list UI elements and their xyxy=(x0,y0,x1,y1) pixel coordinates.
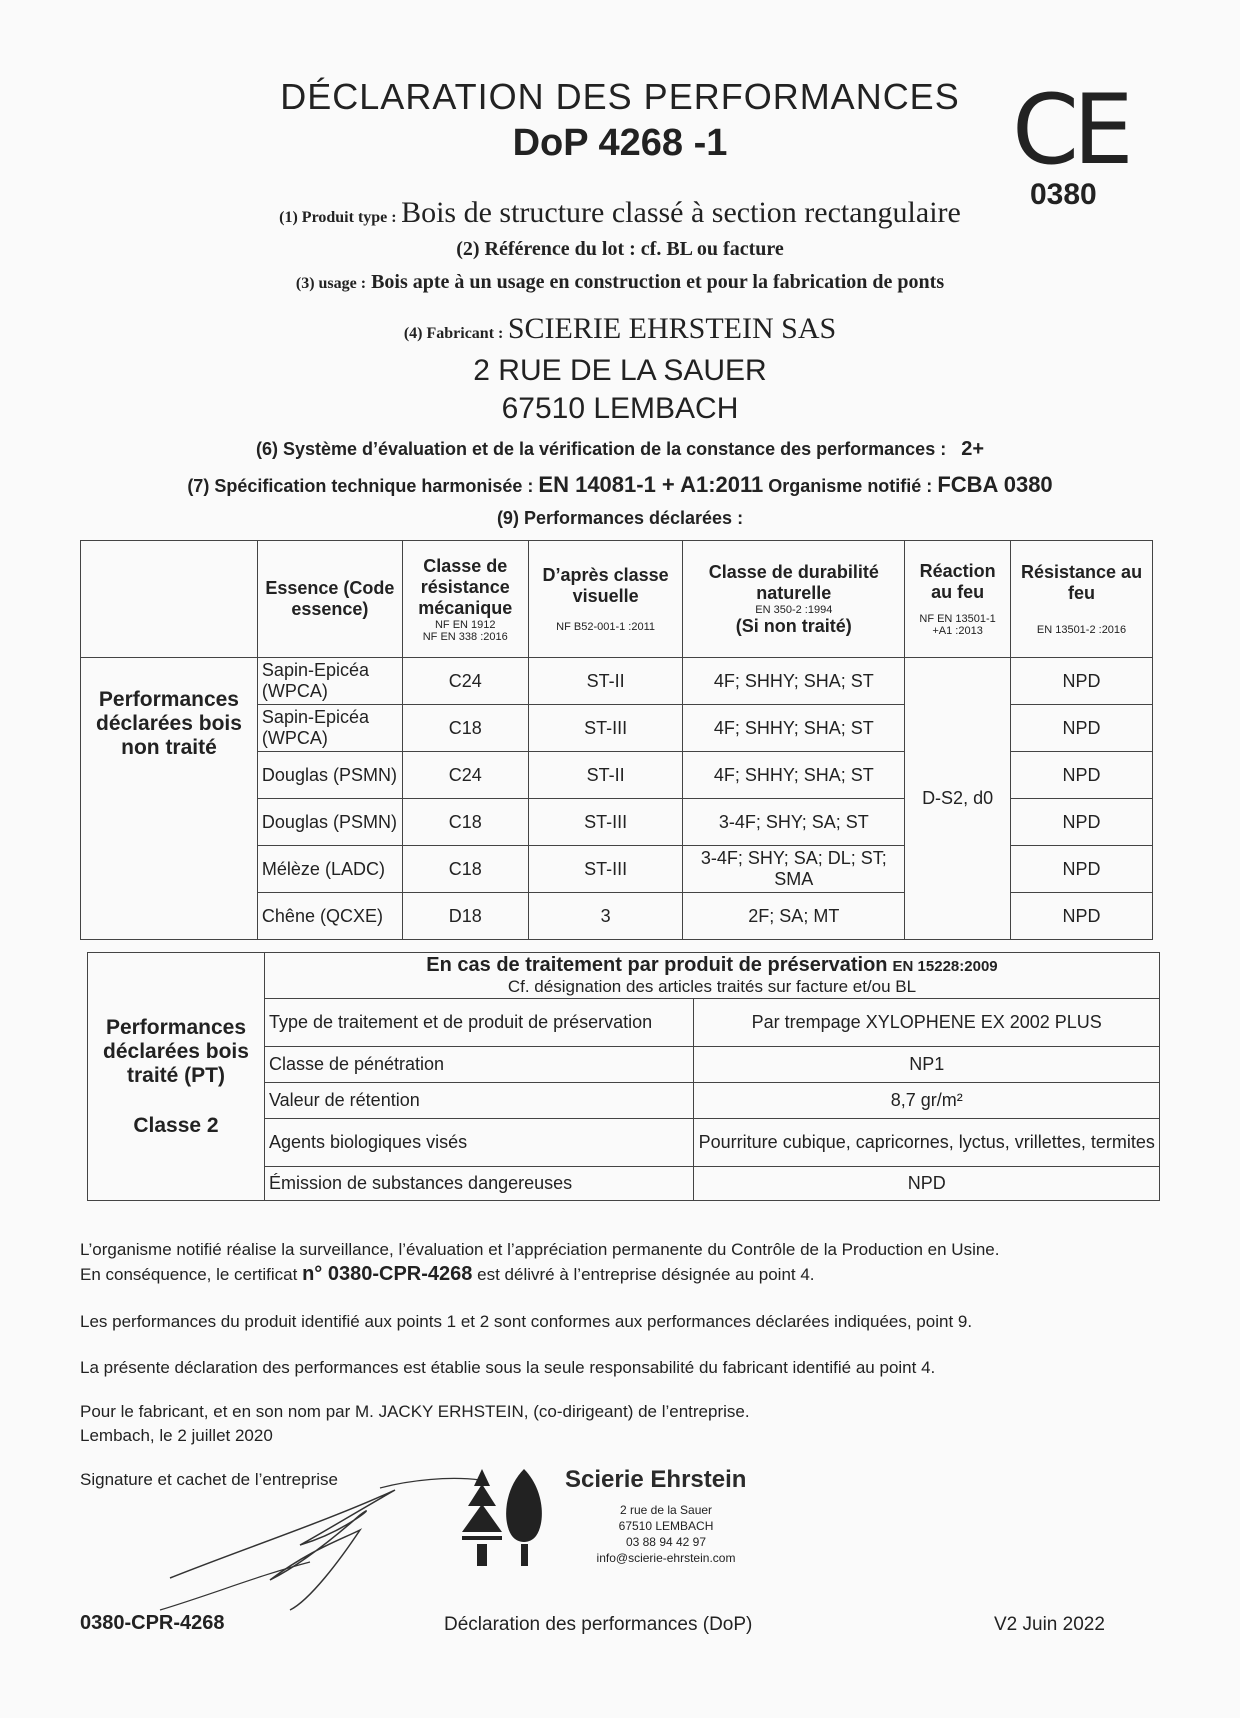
treatment-title xyxy=(264,953,1159,999)
row-resistance: NPD xyxy=(1011,705,1153,752)
technical-spec xyxy=(0,472,1240,498)
header-visuelle-text: D’après classe visuelle xyxy=(542,565,669,606)
header-classe xyxy=(402,541,528,658)
paragraph-surveillance xyxy=(80,1238,1180,1287)
row-classe: C18 xyxy=(402,846,528,893)
row-visuelle: ST-III xyxy=(528,799,683,846)
header-durabilite-text: Classe de durabilité naturelle xyxy=(708,561,879,603)
row-resistance: NPD xyxy=(1011,893,1153,940)
stamp-info xyxy=(566,1502,766,1566)
row-essence: Douglas (PSMN) xyxy=(257,752,402,799)
row-durabilite: 4F; SHHY; SHA; ST xyxy=(683,705,905,752)
stamp-line2: 67510 LEMBACH xyxy=(618,1519,714,1533)
usage-line xyxy=(0,271,1240,294)
row-classe: C24 xyxy=(402,658,528,705)
untreated-side-label: Performances déclarées bois non traité xyxy=(81,658,258,940)
row-classe: D18 xyxy=(402,893,528,940)
performance-table-untreated xyxy=(80,540,1153,940)
header-reaction-text: Réaction au feu xyxy=(919,561,996,602)
row-durabilite: 3-4F; SHY; SA; DL; ST; SMA xyxy=(683,846,905,893)
header-durabilite-ref: EN 350-2 :1994 xyxy=(755,603,833,616)
footer-title: Déclaration des performances (DoP) xyxy=(444,1614,753,1635)
treatment-subtitle: Cf. désignation des articles traités sur facture et/ou BL xyxy=(507,977,917,996)
cert-post: est délivré à l’entreprise désignée au point 4. xyxy=(477,1265,815,1284)
table-header-row xyxy=(81,541,1153,658)
performance-title: (9) Performances déclarées : xyxy=(496,508,744,528)
header-durabilite-note: (Si non traité) xyxy=(735,615,852,636)
treatment-title-row xyxy=(88,953,1160,999)
row-visuelle: ST-II xyxy=(528,752,683,799)
row-visuelle: 3 xyxy=(528,893,683,940)
treatment-row-label: Type de traitement et de produit de préservation xyxy=(264,999,694,1047)
table-empty-corner xyxy=(81,541,258,658)
treatment-row-value: Pourriture cubique, capricornes, lyctus, vrillettes, termites xyxy=(694,1119,1160,1167)
header-resistance-text: Résistance au feu xyxy=(1021,562,1143,603)
notified-label: Organisme notifié : xyxy=(768,476,933,496)
row-durabilite: 3-4F; SHY; SA; ST xyxy=(683,799,905,846)
stamp-line4: info@scierie-ehrstein.com xyxy=(596,1551,736,1565)
ce-mark-logo: CE xyxy=(1012,74,1128,186)
treatment-row-label: Agents biologiques visés xyxy=(264,1119,694,1167)
paragraph-responsibility: La présente déclaration des performances est établie sous la seule responsabilité du fabricant identifié au point 4. xyxy=(80,1358,936,1377)
tree-logo-icon xyxy=(452,1464,552,1566)
usage-value: Bois apte à un usage en construction et pour la fabrication de ponts xyxy=(371,271,945,293)
treatment-row-value: 8,7 gr/m² xyxy=(694,1083,1160,1119)
signatory-line: Pour le fabricant, et en son nom par M. JACKY ERHSTEIN, (co-dirigeant) de l’entreprise. xyxy=(80,1402,750,1421)
stamp-company-name: Scierie Ehrstein xyxy=(565,1466,747,1493)
notified-value: FCBA 0380 xyxy=(937,472,1053,497)
cert-number: n° 0380-CPR-4268 xyxy=(302,1263,473,1285)
manufacturer-label: (4) Fabricant : xyxy=(403,325,504,342)
ce-notified-number: 0380 xyxy=(1030,178,1097,211)
row-essence: Chêne (QCXE) xyxy=(257,893,402,940)
stamp-line1: 2 rue de la Sauer xyxy=(619,1503,713,1517)
header-reaction-ref: NF EN 13501-1 +A1 :2013 xyxy=(919,613,996,637)
treatment-row-value: Par trempage XYLOPHENE EX 2002 PLUS xyxy=(694,999,1160,1047)
treated-side-label xyxy=(88,953,265,1201)
manufacturer-address-1: 2 RUE DE LA SAUER xyxy=(473,354,767,387)
treatment-title-text: En cas de traitement par produit de préservation xyxy=(426,954,888,976)
dop-number: DoP 4268 -1 xyxy=(512,122,728,164)
row-visuelle: ST-III xyxy=(528,705,683,752)
row-essence: Douglas (PSMN) xyxy=(257,799,402,846)
footer-version: V2 Juin 2022 xyxy=(994,1614,1105,1635)
row-resistance: NPD xyxy=(1011,799,1153,846)
header-essence xyxy=(257,541,402,658)
treatment-row-label: Classe de pénétration xyxy=(264,1047,694,1083)
header-classe-ref1: NF EN 1912 xyxy=(434,618,496,631)
row-resistance: NPD xyxy=(1011,658,1153,705)
system-label: (6) Système d’évaluation et de la vérification de la constance des performances : xyxy=(255,439,947,459)
header-durabilite xyxy=(683,541,905,658)
date-line: Lembach, le 2 juillet 2020 xyxy=(80,1426,273,1445)
header-classe-ref2: NF EN 338 :2016 xyxy=(422,630,508,643)
row-classe: C24 xyxy=(402,752,528,799)
row-durabilite: 2F; SA; MT xyxy=(683,893,905,940)
row-essence: Sapin-Epicéa (WPCA) xyxy=(257,705,402,752)
performance-table-treated xyxy=(87,952,1160,1201)
row-durabilite: 4F; SHHY; SHA; ST xyxy=(683,752,905,799)
treatment-row-label: Émission de substances dangereuses xyxy=(264,1167,694,1201)
treatment-row-value: NP1 xyxy=(694,1047,1160,1083)
header-visuelle-ref: NF B52-001-1 :2011 xyxy=(556,621,656,633)
row-visuelle: ST-III xyxy=(528,846,683,893)
manufacturer-address-2: 67510 LEMBACH xyxy=(501,392,739,425)
manufacturer-name: SCIERIE EHRSTEIN SAS xyxy=(507,312,837,345)
product-value: Bois de structure classé à section rectangulaire xyxy=(401,196,961,229)
row-essence: Mélèze (LADC) xyxy=(257,846,402,893)
assessment-system xyxy=(0,438,1240,461)
manufacturer-line xyxy=(0,312,1240,346)
spec-label: (7) Spécification technique harmonisée : xyxy=(187,476,534,496)
system-value: 2+ xyxy=(961,438,985,460)
table-row xyxy=(81,658,1153,705)
paragraph-surveillance-line1: L’organisme notifié réalise la surveillance, l’évaluation et l’appréciation permanente du Contrôle de la Production en Usine. xyxy=(80,1240,1000,1259)
spec-value: EN 14081-1 + A1:2011 xyxy=(538,472,764,497)
stamp-line3: 03 88 94 42 97 xyxy=(625,1535,707,1549)
treated-side-text: Performances déclarées bois traité (PT) xyxy=(103,1015,249,1087)
header-classe-text: Classe de résistance mécanique xyxy=(418,555,513,618)
treatment-row-label: Valeur de rétention xyxy=(264,1083,694,1119)
reaction-value: D-S2, d0 xyxy=(905,658,1011,940)
row-visuelle: ST-II xyxy=(528,658,683,705)
cert-pre: En conséquence, le certificat xyxy=(80,1265,298,1284)
header-resistance xyxy=(1011,541,1153,658)
product-line xyxy=(0,196,1240,230)
header-visuelle xyxy=(528,541,683,658)
header-reaction xyxy=(905,541,1011,658)
footer-certificate: 0380-CPR-4268 xyxy=(80,1612,225,1634)
paragraph-signatory xyxy=(80,1400,1180,1448)
usage-label: (3) usage : xyxy=(295,275,367,292)
row-classe: C18 xyxy=(402,705,528,752)
row-resistance: NPD xyxy=(1011,752,1153,799)
document-title: DÉCLARATION DES PERFORMANCES xyxy=(280,76,960,117)
treatment-title-ref: EN 15228:2009 xyxy=(892,958,998,975)
row-classe: C18 xyxy=(402,799,528,846)
row-resistance: NPD xyxy=(1011,846,1153,893)
lot-reference: (2) Référence du lot : cf. BL ou facture xyxy=(456,238,784,260)
header-resistance-ref: EN 13501-2 :2016 xyxy=(1036,624,1127,636)
row-essence: Sapin-Epicéa (WPCA) xyxy=(257,658,402,705)
handwritten-signature xyxy=(150,1470,490,1620)
treated-class: Classe 2 xyxy=(133,1113,219,1137)
treatment-row-value: NPD xyxy=(694,1167,1160,1201)
paragraph-conformity: Les performances du produit identifié aux points 1 et 2 sont conformes aux performances déclarées indiquées, point 9. xyxy=(80,1312,973,1331)
row-durabilite: 4F; SHHY; SHA; ST xyxy=(683,658,905,705)
paragraph-surveillance-line2 xyxy=(80,1262,1180,1287)
header-essence-text: Essence (Code essence) xyxy=(265,578,395,619)
product-label: (1) Produit type : xyxy=(279,209,397,226)
signature-label: Signature et cachet de l’entreprise xyxy=(80,1470,338,1489)
